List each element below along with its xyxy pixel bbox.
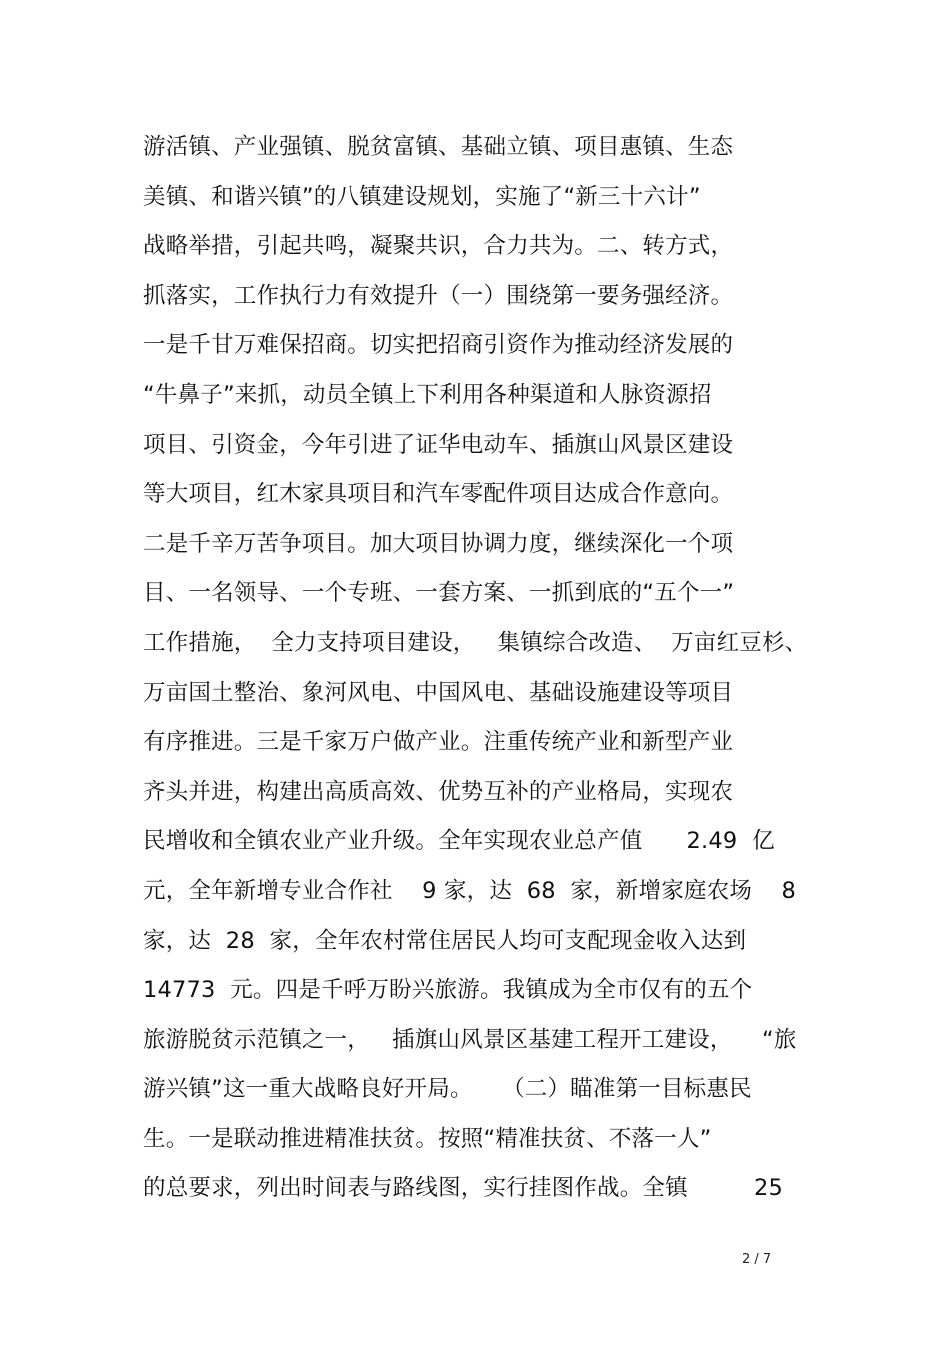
text-line-9: 二是千辛万苦争项目。加大项目协调力度，继续深化一个项 — [143, 530, 734, 557]
text-line-12: 万亩国土整治、象河风电、中国风电、基础设施建设等项目 — [143, 679, 734, 706]
text-line-4: 抓落实，工作执行力有效提升（一）围绕第一要务强经济。 — [143, 282, 734, 309]
text-line-18: 14773 元。四是千呼万盼兴旅游。我镇成为全市仅有的五个 — [143, 977, 753, 1004]
text-line-5: 一是千甘万难保招商。切实把招商引资作为推动经济发展的 — [143, 332, 734, 359]
text-line-6: “牛鼻子”来抓，动员全镇上下利用各种渠道和人脉资源招 — [143, 381, 712, 408]
text-line-20: 游兴镇”这一重大战略良好开局。 （二）瞄准第一目标惠民 — [143, 1076, 752, 1103]
text-line-19: 旅游脱贫示范镇之一， 插旗山风景区基建工程开工建设， “旅 — [143, 1026, 797, 1053]
text-line-2: 美镇、和谐兴镇”的八镇建设规划，实施了“新三十六计” — [143, 183, 701, 210]
text-line-14: 齐头并进，构建出高质高效、优势互补的产业格局，实现农 — [143, 778, 734, 805]
text-line-1: 游活镇、产业强镇、脱贫富镇、基础立镇、项目惠镇、生态 — [143, 134, 734, 160]
body-text — [143, 127, 808, 1218]
text-line-8: 等大项目，红木家具项目和汽车零配件项目达成合作意向。 — [143, 481, 734, 508]
text-line-7: 项目、引资金，今年引进了证华电动车、插旗山风景区建设 — [143, 431, 734, 458]
text-line-3: 战略举措，引起共鸣，凝聚共识，合力共为。二、转方式， — [143, 233, 734, 260]
text-line-13: 有序推进。三是千家万户做产业。注重传统产业和新型产业 — [143, 729, 734, 756]
text-line-10: 目、一名领导、一个专班、一套方案、一抓到底的“五个一” — [143, 580, 735, 607]
text-line-11: 工作措施， 全力支持项目建设， 集镇综合改造、 万亩红豆杉、 — [143, 629, 808, 656]
text-line-16: 元，全年新增专业合作社 9 家，达 68 家，新增家庭农场 8 — [143, 877, 797, 904]
text-line-21: 生。一是联动推进精准扶贫。按照“精准扶贫、不落一人” — [143, 1125, 712, 1152]
page-number: 2 / 7 — [742, 1252, 772, 1267]
text-line-15: 民增收和全镇农业产业升级。全年实现农业总产值 2.49 亿 — [143, 828, 775, 855]
text-line-17: 家，达 28 家，全年农村常住居民人均可支配现金收入达到 — [143, 927, 747, 954]
text-line-22: 的总要求，列出时间表与路线图，实行挂图作战。全镇 25 — [143, 1175, 784, 1202]
